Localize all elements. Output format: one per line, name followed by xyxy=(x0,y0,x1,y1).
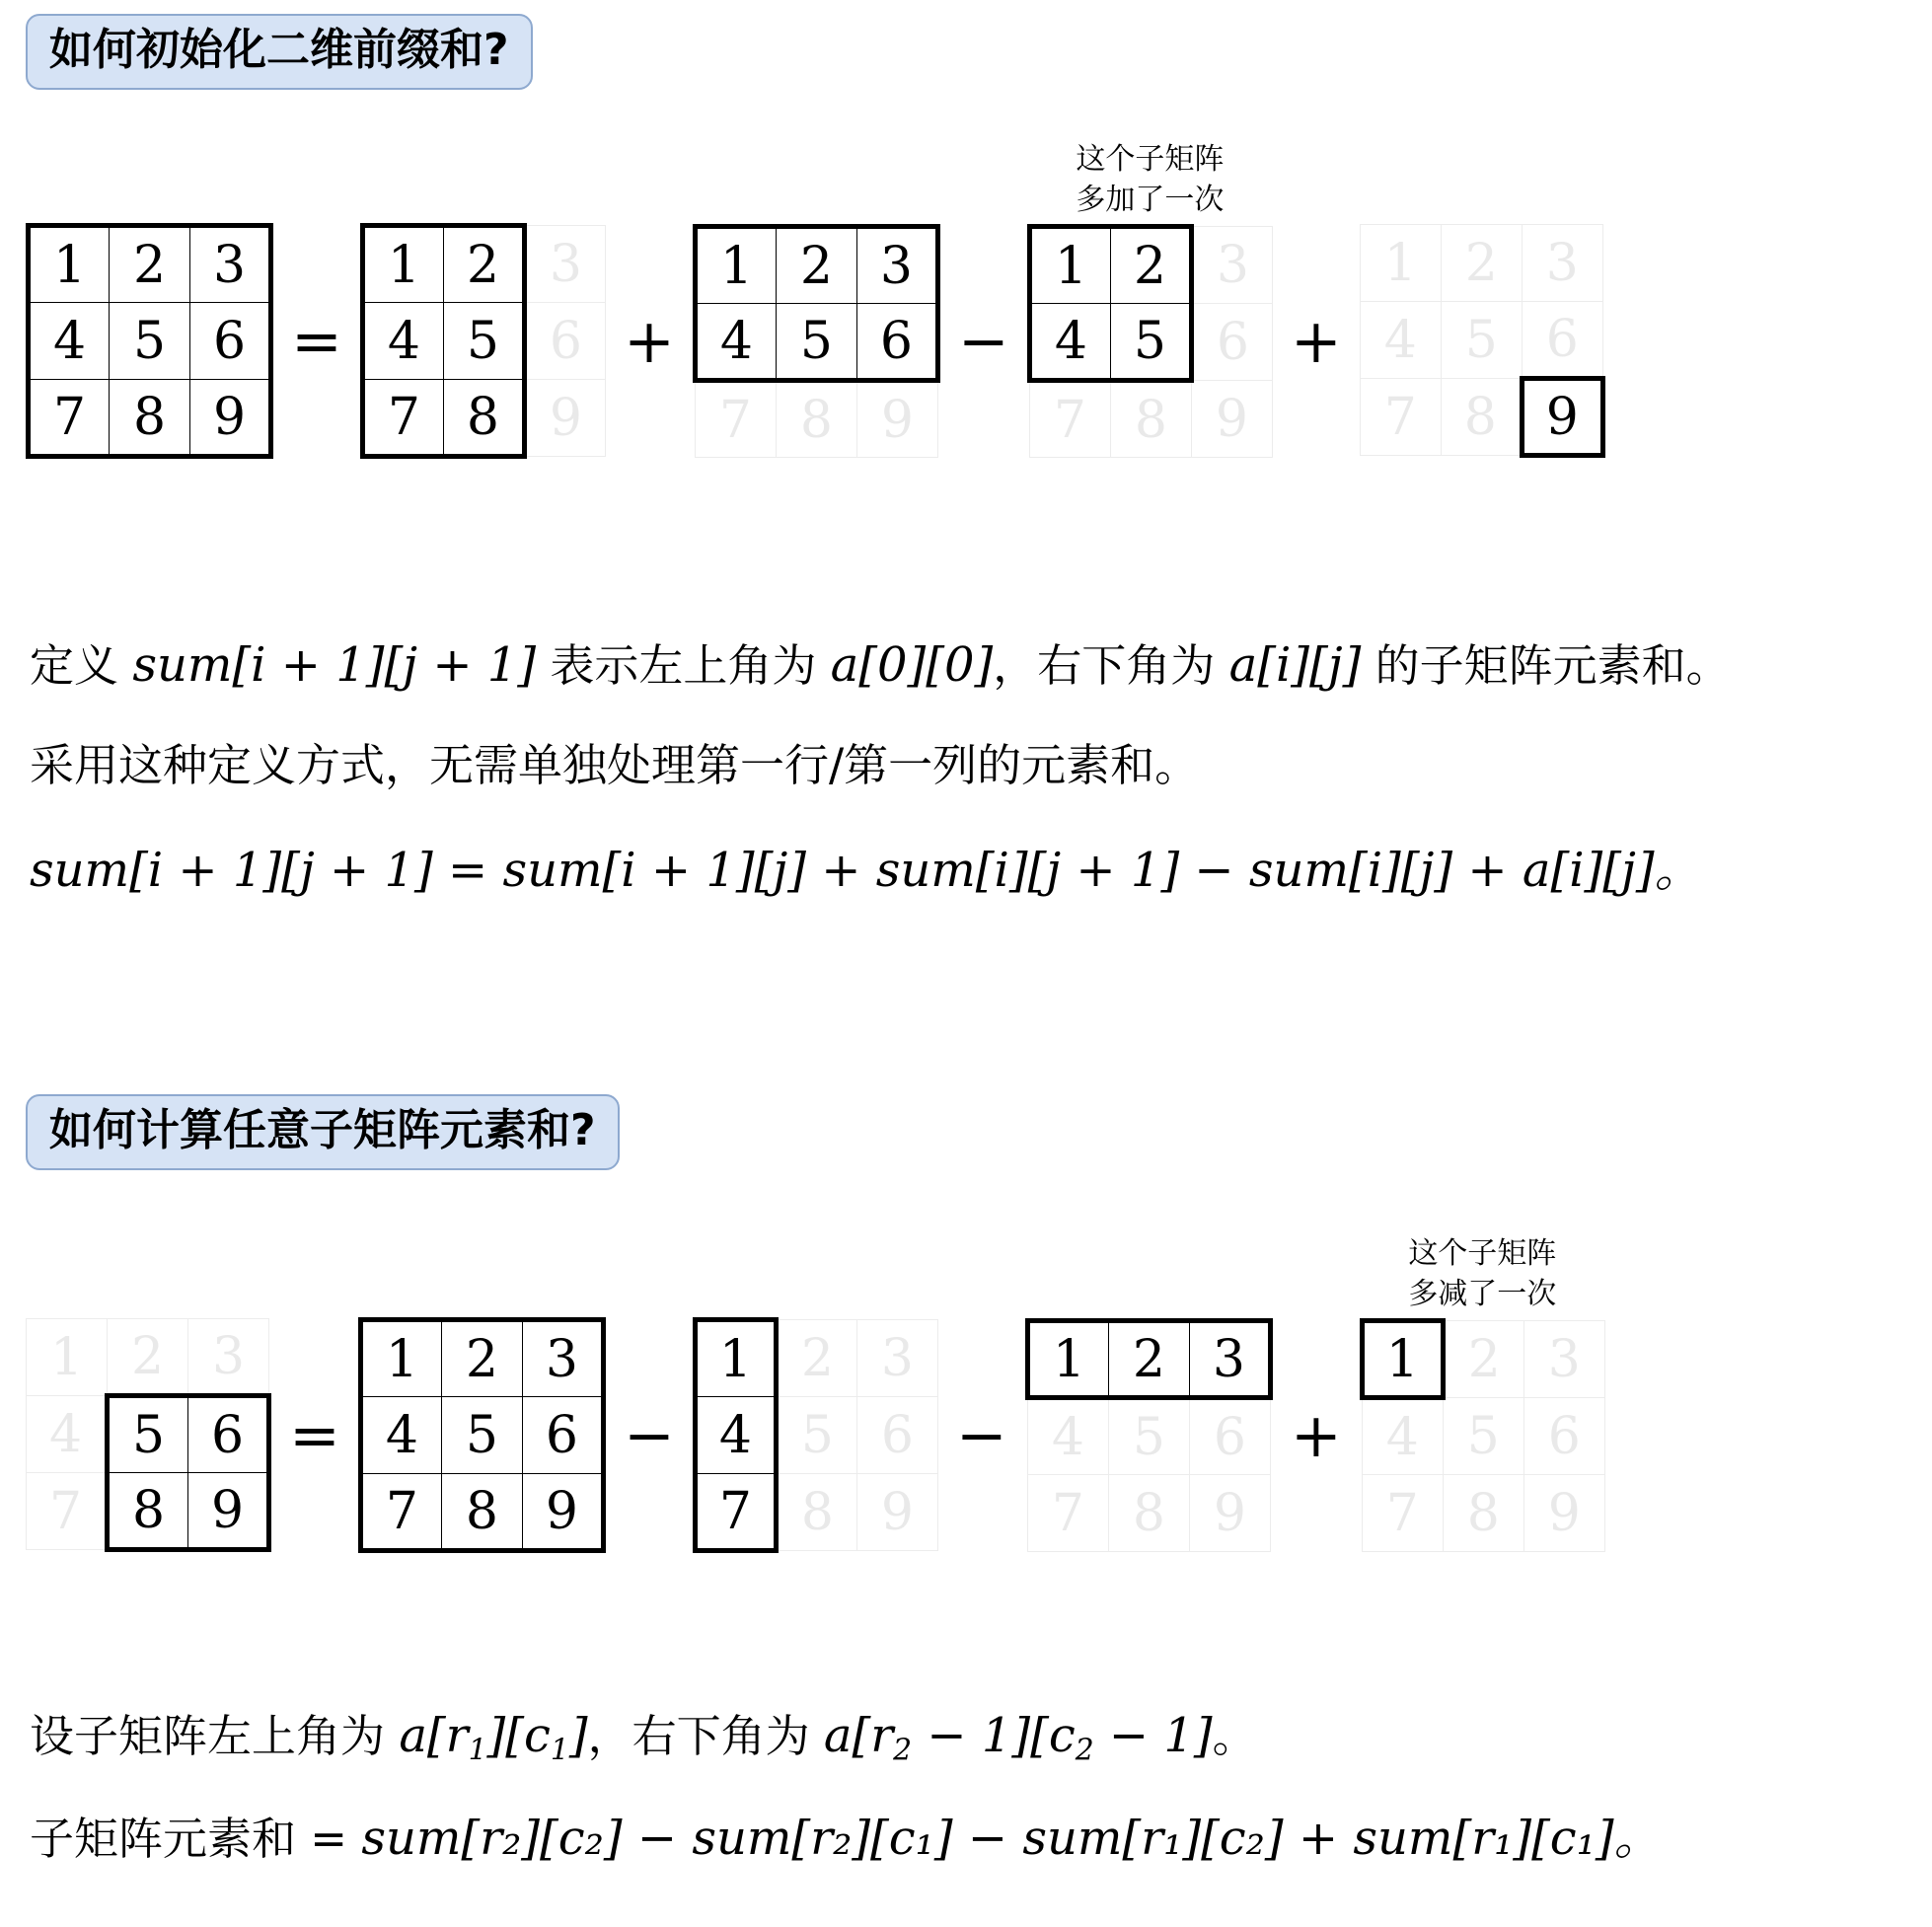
table-row xyxy=(1027,1475,1270,1552)
operator-plus-2: + xyxy=(1290,304,1342,377)
matrix-grid xyxy=(693,1317,938,1553)
cell-1-2: 6 xyxy=(522,1397,603,1474)
matrix-grid xyxy=(26,1318,271,1552)
formula-label: 子矩阵元素和 = xyxy=(30,1813,362,1865)
table-row xyxy=(695,381,937,458)
cell-2-2: 9 xyxy=(856,1474,937,1551)
table-row xyxy=(27,1473,269,1550)
math-frag: − 1] xyxy=(1093,1708,1213,1763)
cell-2-1: 8 xyxy=(441,1474,522,1551)
cell-1-2: 6 xyxy=(188,1396,269,1473)
matrix-grid xyxy=(1027,224,1273,458)
cell-1-0: 4 xyxy=(1029,304,1110,381)
table-row xyxy=(695,227,937,304)
cell-0-2: 3 xyxy=(1522,225,1602,302)
matrix-target-submatrix xyxy=(26,1318,271,1552)
table-row xyxy=(360,1397,603,1474)
table-row xyxy=(29,303,271,380)
operator-equals: = xyxy=(291,304,342,377)
cell-1-1: 5 xyxy=(776,304,856,381)
cell-1-1: 5 xyxy=(1110,304,1191,381)
math-sub-r2: 2 xyxy=(893,1733,913,1768)
cell-1-2: 6 xyxy=(856,1397,937,1474)
matrix-left-column xyxy=(693,1317,938,1553)
operator-equals: = xyxy=(289,1398,340,1471)
annotation-oversubtracted xyxy=(1408,1234,1556,1314)
table-row xyxy=(362,226,605,303)
matrix-grid xyxy=(693,224,940,458)
cell-0-1: 2 xyxy=(1108,1321,1189,1398)
cell-2-0: 7 xyxy=(1360,379,1441,456)
cell-0-0: 1 xyxy=(360,1320,441,1397)
formula-body: sum[r₂][c₂] − sum[r₂][c₁] − sum[r₁][c₂] + sum[r₁][c₁]。 xyxy=(361,1811,1662,1866)
definition-math-aij: a[i][j] xyxy=(1228,637,1362,693)
cell-2-2: 9 xyxy=(190,380,271,457)
operator-minus: − xyxy=(623,1398,675,1471)
math-frag: a[r xyxy=(823,1708,894,1763)
cell-2-0: 7 xyxy=(1029,381,1110,458)
cell-2-2: 9 xyxy=(1522,379,1602,456)
table-row xyxy=(1029,304,1272,381)
definition-line-2: 采用这种定义方式，无需单独处理第一行/第一列的元素和。 xyxy=(30,739,1200,791)
math-frag: − 1][c xyxy=(912,1708,1076,1763)
cell-0-1: 2 xyxy=(108,1319,188,1396)
section-2-title: 如何计算任意子矩阵元素和? xyxy=(26,1094,620,1170)
matrix-grid xyxy=(358,1317,606,1553)
matrix-grid xyxy=(1360,224,1605,458)
operator-plus: + xyxy=(623,304,675,377)
matrix-top-block xyxy=(693,224,940,458)
table-row xyxy=(1360,225,1602,302)
cell-2-0: 7 xyxy=(695,1474,776,1551)
formula-initialize: sum[i + 1][j + 1] = sum[i + 1][j] + sum[i][j + 1] − sum[i][j] + a[i][j]。 xyxy=(30,843,1702,898)
cell-1-2: 6 xyxy=(190,303,271,380)
cell-0-1: 2 xyxy=(1110,227,1191,304)
cell-1-0: 4 xyxy=(1027,1398,1108,1475)
cell-0-2: 3 xyxy=(1189,1321,1270,1398)
table-row xyxy=(1360,379,1602,456)
annotation-line-2: 多减了一次 xyxy=(1408,1276,1557,1311)
table-row xyxy=(27,1396,269,1473)
cell-2-1: 8 xyxy=(110,380,190,457)
cell-1-0: 4 xyxy=(695,1397,776,1474)
cell-2-0: 7 xyxy=(362,380,443,457)
cell-2-1: 8 xyxy=(776,1474,856,1551)
cell-0-2: 3 xyxy=(522,1320,603,1397)
math-sub-c1: 1 xyxy=(550,1733,569,1768)
cell-0-0: 1 xyxy=(695,227,776,304)
query-text-b: ，右下角为 xyxy=(587,1710,824,1762)
table-row xyxy=(695,1320,937,1397)
table-row xyxy=(1027,1398,1270,1475)
cell-0-2: 3 xyxy=(1523,1321,1604,1398)
operator-plus: + xyxy=(1290,1398,1342,1471)
annotation-line-2: 多加了一次 xyxy=(1076,182,1225,217)
cell-1-2: 6 xyxy=(1523,1398,1604,1475)
query-text-a: 设子矩阵左上角为 xyxy=(30,1710,400,1762)
cell-0-1: 2 xyxy=(110,226,190,303)
query-text-c: 。 xyxy=(1212,1710,1257,1762)
matrix-grid xyxy=(360,223,606,459)
math-sub-c2: 2 xyxy=(1075,1733,1094,1768)
cell-2-2: 9 xyxy=(1189,1475,1270,1552)
cell-1-1: 5 xyxy=(108,1396,188,1473)
cell-2-1: 8 xyxy=(108,1473,188,1550)
annotation-overcounted xyxy=(1076,140,1224,220)
cell-2-0: 7 xyxy=(360,1474,441,1551)
matrix-full xyxy=(358,1317,606,1553)
matrix-grid xyxy=(26,223,273,459)
table-row xyxy=(362,303,605,380)
cell-0-0: 1 xyxy=(1362,1321,1443,1398)
definition-math-a00: a[0][0] xyxy=(830,637,994,693)
cell-1-1: 5 xyxy=(443,303,524,380)
table-row xyxy=(1362,1398,1604,1475)
matrix-grid xyxy=(1025,1318,1273,1552)
cell-1-1: 5 xyxy=(776,1397,856,1474)
cell-0-2: 3 xyxy=(1191,227,1272,304)
section-1-title: 如何初始化二维前缀和? xyxy=(26,14,533,90)
definition-text-b: 表示左上角为 xyxy=(536,639,831,692)
cell-1-0: 4 xyxy=(29,303,110,380)
matrix-overlap-block xyxy=(1027,142,1273,458)
query-math-topleft xyxy=(399,1708,588,1768)
matrix-result-full xyxy=(26,223,273,459)
matrix-corner-cell xyxy=(1360,1236,1605,1552)
cell-2-1: 8 xyxy=(1443,1475,1523,1552)
operator-minus-2: − xyxy=(955,1398,1007,1471)
cell-2-1: 8 xyxy=(776,381,856,458)
cell-1-0: 4 xyxy=(27,1396,108,1473)
cell-0-2: 3 xyxy=(856,1320,937,1397)
cell-1-2: 6 xyxy=(1522,302,1602,379)
annotation-line-1: 这个子矩阵 xyxy=(1408,1236,1557,1271)
cell-1-1: 5 xyxy=(441,1397,522,1474)
cell-1-0: 4 xyxy=(695,304,776,381)
table-row xyxy=(1029,227,1272,304)
table-row xyxy=(362,380,605,457)
table-row xyxy=(695,304,937,381)
cell-0-0: 1 xyxy=(1029,227,1110,304)
cell-0-2: 3 xyxy=(190,226,271,303)
table-row xyxy=(360,1320,603,1397)
cell-0-0: 1 xyxy=(695,1320,776,1397)
cell-1-2: 6 xyxy=(856,304,937,381)
table-row xyxy=(1362,1321,1604,1398)
definition-text-a: 定义 xyxy=(30,639,133,692)
cell-1-2: 6 xyxy=(1191,304,1272,381)
cell-2-2: 9 xyxy=(524,380,605,457)
table-row xyxy=(27,1319,269,1396)
cell-0-0: 1 xyxy=(29,226,110,303)
operator-minus: − xyxy=(957,304,1009,377)
table-row xyxy=(360,1474,603,1551)
query-definition-line xyxy=(30,1700,1257,1773)
definition-text-d: 的子矩阵元素和。 xyxy=(1361,639,1731,692)
cell-1-1: 5 xyxy=(1441,302,1522,379)
cell-2-2: 9 xyxy=(1191,381,1272,458)
cell-0-2: 3 xyxy=(524,226,605,303)
math-frag: ][c xyxy=(486,1708,551,1763)
definition-math-sum: sum[i + 1][j + 1] xyxy=(132,637,537,693)
cell-1-1: 5 xyxy=(110,303,190,380)
cell-1-2: 6 xyxy=(524,303,605,380)
definition-line-1 xyxy=(30,630,1731,701)
matrix-single-cell xyxy=(1360,224,1605,458)
query-math-bottomright xyxy=(823,1708,1213,1768)
cell-0-0: 1 xyxy=(362,226,443,303)
definition-text-c: ，右下角为 xyxy=(993,639,1229,692)
cell-0-1: 2 xyxy=(1441,225,1522,302)
cell-2-1: 8 xyxy=(443,380,524,457)
matrix-left-block xyxy=(360,223,606,459)
cell-0-1: 2 xyxy=(1443,1321,1523,1398)
cell-2-2: 9 xyxy=(522,1474,603,1551)
table-row xyxy=(695,1474,937,1551)
cell-2-0: 7 xyxy=(1362,1475,1443,1552)
cell-1-0: 4 xyxy=(360,1397,441,1474)
cell-1-0: 4 xyxy=(1360,302,1441,379)
table-row xyxy=(1029,381,1272,458)
cell-1-1: 5 xyxy=(1443,1398,1523,1475)
table-row xyxy=(695,1397,937,1474)
cell-2-2: 9 xyxy=(856,381,937,458)
cell-2-1: 8 xyxy=(1108,1475,1189,1552)
cell-0-1: 2 xyxy=(443,226,524,303)
matrix-top-row xyxy=(1025,1318,1273,1552)
cell-1-0: 4 xyxy=(362,303,443,380)
cell-0-2: 3 xyxy=(856,227,937,304)
math-frag: a[r xyxy=(399,1708,469,1763)
cell-0-0: 1 xyxy=(27,1319,108,1396)
formula-query xyxy=(30,1803,1662,1874)
table-row xyxy=(1027,1321,1270,1398)
table-row xyxy=(1360,302,1602,379)
cell-2-2: 9 xyxy=(188,1473,269,1550)
cell-2-0: 7 xyxy=(695,381,776,458)
table-row xyxy=(29,226,271,303)
cell-0-1: 2 xyxy=(776,227,856,304)
cell-1-1: 5 xyxy=(1108,1398,1189,1475)
equation-row-initialize xyxy=(26,142,1605,459)
math-sub-r1: 1 xyxy=(468,1733,487,1768)
cell-0-0: 1 xyxy=(1360,225,1441,302)
matrix-grid xyxy=(1360,1318,1605,1552)
math-frag: ] xyxy=(568,1708,588,1763)
cell-2-0: 7 xyxy=(29,380,110,457)
cell-2-2: 9 xyxy=(1523,1475,1604,1552)
annotation-line-1: 这个子矩阵 xyxy=(1076,142,1225,177)
cell-2-1: 8 xyxy=(1441,379,1522,456)
table-row xyxy=(29,380,271,457)
cell-2-1: 8 xyxy=(1110,381,1191,458)
cell-2-0: 7 xyxy=(1027,1475,1108,1552)
cell-2-0: 7 xyxy=(27,1473,108,1550)
cell-0-2: 3 xyxy=(188,1319,269,1396)
cell-0-0: 1 xyxy=(1027,1321,1108,1398)
cell-0-1: 2 xyxy=(441,1320,522,1397)
table-row xyxy=(1362,1475,1604,1552)
cell-0-1: 2 xyxy=(776,1320,856,1397)
equation-row-query xyxy=(26,1236,1605,1553)
cell-1-0: 4 xyxy=(1362,1398,1443,1475)
cell-1-2: 6 xyxy=(1189,1398,1270,1475)
